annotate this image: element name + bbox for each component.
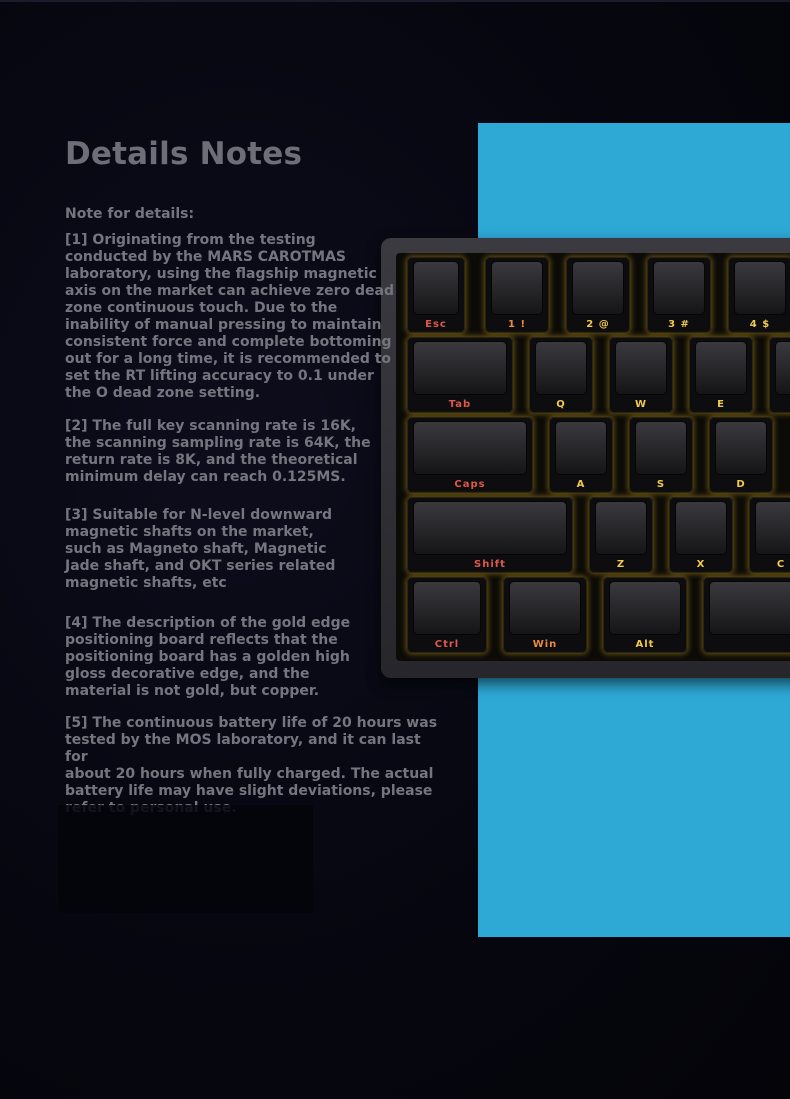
- key-alt: [603, 577, 687, 653]
- notes-intro: Note for details:: [65, 206, 195, 222]
- key-legend: Tab: [448, 399, 472, 410]
- key-z: [589, 497, 653, 573]
- key-r: [769, 337, 790, 413]
- key-win: [503, 577, 587, 653]
- top-divider: [0, 0, 790, 2]
- keycap: [509, 581, 581, 635]
- key-legend: Caps: [454, 479, 486, 490]
- key-a: [549, 417, 613, 493]
- keycap: [413, 261, 459, 315]
- key-caps: [407, 417, 533, 493]
- keycap: [653, 261, 705, 315]
- key-legend: Win: [532, 639, 558, 650]
- key-e: [689, 337, 753, 413]
- key-legend: C: [776, 559, 786, 570]
- keycap: [675, 501, 727, 555]
- key-legend: Ctrl: [434, 639, 460, 650]
- key-3: [647, 257, 711, 333]
- page-title: Details Notes: [65, 136, 303, 172]
- key-legend: X: [696, 559, 706, 570]
- keycap: [775, 341, 790, 395]
- key-1: [485, 257, 549, 333]
- note-3: [3] Suitable for N-level downward magnetic shafts on the market, such as Magneto shaft, Magnetic Jade shaft, and OKT series related magnetic shafts, etc: [65, 507, 336, 591]
- keycap: [635, 421, 687, 475]
- key-c: [749, 497, 790, 573]
- key-x: [669, 497, 733, 573]
- key-s: [629, 417, 693, 493]
- keycap: [734, 261, 786, 315]
- keycap: [413, 421, 527, 475]
- key-esc: [407, 257, 465, 333]
- key-legend: Z: [616, 559, 626, 570]
- keycap: [413, 581, 481, 635]
- key-legend: Esc: [425, 319, 447, 330]
- keycap: [413, 501, 567, 555]
- keycap: [755, 501, 790, 555]
- key-shift: [407, 497, 573, 573]
- key-legend: Alt: [635, 639, 655, 650]
- keyboard-plate: [396, 253, 790, 661]
- keycap: [715, 421, 767, 475]
- key-legend: Shift: [474, 559, 506, 570]
- dark-overlay-block: [58, 805, 313, 913]
- note-4: [4] The description of the gold edge positioning board reflects that the positioning board has a golden high gloss decorative edge, and the material is not gold, but copper.: [65, 615, 351, 699]
- key-q: [529, 337, 593, 413]
- keycap: [413, 341, 507, 395]
- key-4: [728, 257, 790, 333]
- keycap: [572, 261, 624, 315]
- keycap: [609, 581, 681, 635]
- keycap: [555, 421, 607, 475]
- note-1: [1] Originating from the testing conducted by the MARS CAROTMAS laboratory, using the flagship magnetic axis on the market can achieve zero dead zone continuous touch. Due to the inability of manual pressing to maintain consistent force and complete bottoming out for a long time, it is recommended to set the RT lifting accuracy to 0.1 under the O dead zone setting.: [65, 232, 395, 401]
- keycap: [535, 341, 587, 395]
- key-legend: S: [656, 479, 666, 490]
- key-d: [709, 417, 773, 493]
- key-legend: A: [576, 479, 586, 490]
- key-ctrl: [407, 577, 487, 653]
- key-legend: 2 @: [586, 319, 610, 330]
- key-legend: W: [634, 399, 648, 410]
- key-legend: E: [717, 399, 725, 410]
- keycap: [695, 341, 747, 395]
- keyboard-image: [381, 238, 790, 678]
- key-legend: Q: [556, 399, 566, 410]
- key-legend: 4 $: [749, 319, 771, 330]
- keycap: [595, 501, 647, 555]
- keycap: [709, 581, 790, 635]
- keycap: [491, 261, 543, 315]
- note-5: [5] The continuous battery life of 20 hours was tested by the MOS laboratory, and it can last for about 20 hours when fully charged. The actual battery life may have slight deviations, please: [65, 715, 438, 799]
- key-space: [703, 577, 790, 653]
- key-legend: 3 #: [668, 319, 690, 330]
- key-2: [566, 257, 630, 333]
- key-legend: D: [736, 479, 746, 490]
- keycap: [615, 341, 667, 395]
- note-2: [2] The full key scanning rate is 16K, the scanning sampling rate is 64K, the return rate is 8K, and the theoretical minimum delay can reach 0.125MS.: [65, 418, 371, 485]
- key-tab: [407, 337, 513, 413]
- key-w: [609, 337, 673, 413]
- key-legend: 1 !: [508, 319, 526, 330]
